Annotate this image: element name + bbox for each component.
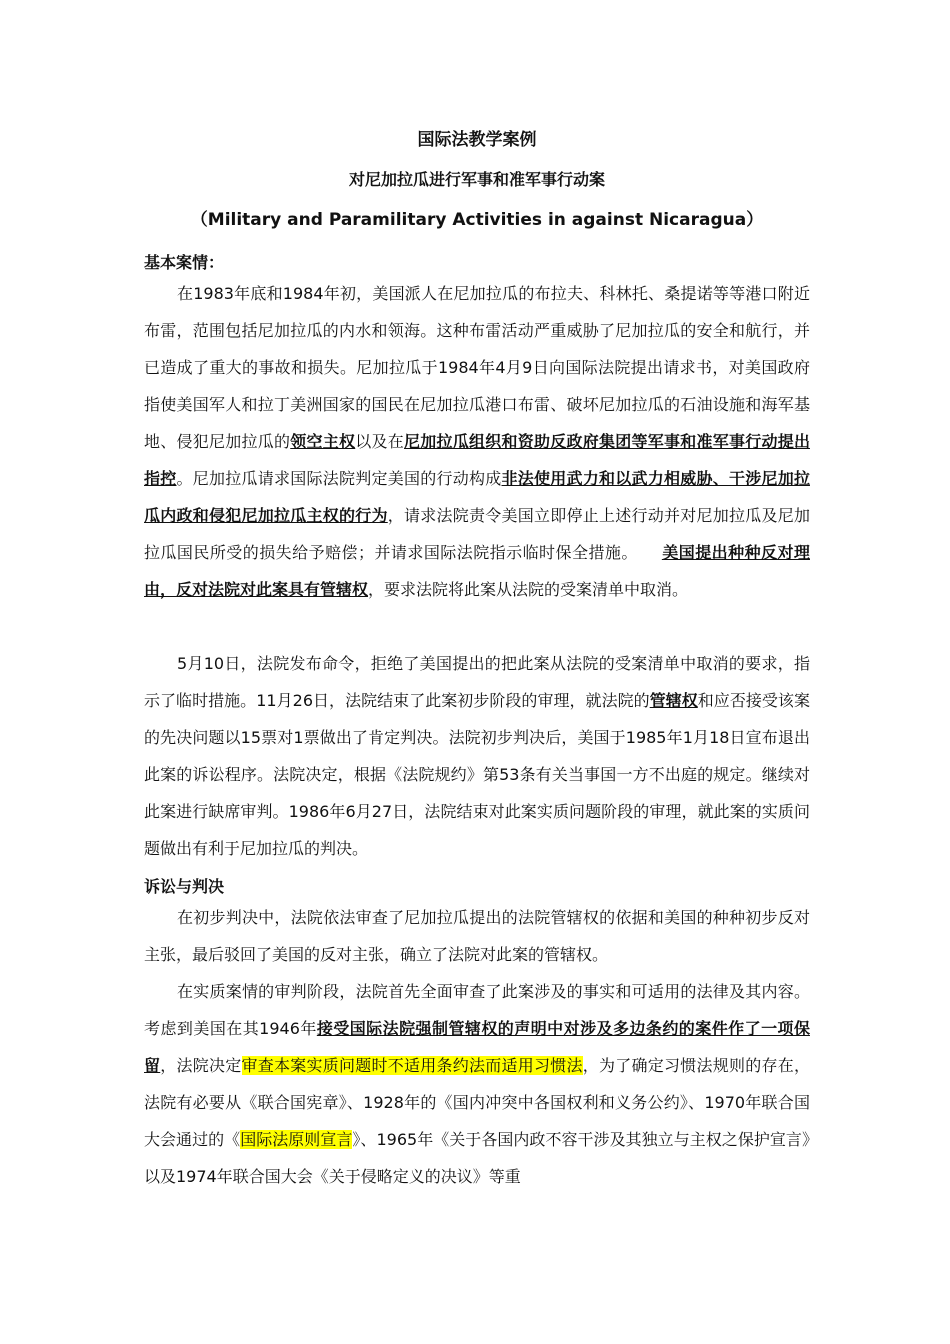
document-title: 国际法教学案例 [417,130,537,150]
underlined-text: 美国提出种种反对理由，反对法院对此案具有管辖权 [144,543,810,599]
paragraph-merits-stage [144,973,810,1195]
case-english-title: （Military and Paramilitary Activities in against Nicaragua） [190,210,764,230]
text-run: 以及在 [355,432,404,451]
text-run: 和应否接受该案的先决问题以15票对1票做出了肯定判决。法院初步判决后，美国于1985年1月18日宣布退出此案的诉讼程序。法院决定，根据《法院规约》第53条有关当事国一方不出庭的规定。继续对此案进行缺席审判。1986年6月27日，法院结束对此案实质问题阶段的审理，就此案的实质问题做出有利于尼加拉瓜的判决。 [144,691,810,858]
text-run: ，法院决定 [160,1056,242,1075]
underlined-text: 领空主权 [290,432,356,451]
text-run: ，为了确定习惯法规则的存在，法院有必要从《联合国宪章》、1928年的《国内冲突中各国权利和义务公约》、1970年联合国大会通过的《 [144,1056,810,1149]
text-run: ，请求法院责令美国立即停止上述行动并对尼加拉瓜及尼加拉瓜国民所受的损失给予赔偿；并请求国际法院指示临时保全措施。 [144,506,810,562]
text-run: 5月10日，法院发布命令，拒绝了美国提出的把此案从法院的受案清单中取消的要求，指示了临时措施。11月26日，法院结束了此案初步阶段的审理，就法院的 [144,654,810,710]
paragraph-preliminary-judgment: 在初步判决中，法院依法审查了尼加拉瓜提出的法院管辖权的依据和美国的种种初步反对主张，最后驳回了美国的反对主张，确立了法院对此案的管辖权。 [144,908,810,964]
underlined-text: 非法使用武力和以武力相威胁、干涉尼加拉瓜内政和侵犯尼加拉瓜主权的行为 [144,469,810,525]
highlighted-text: 审查本案实质问题时不适用条约法而适用习惯法 [241,1056,583,1075]
text-run: 在1983年底和1984年初，美国派人在尼加拉瓜的布拉夫、科林托、桑提诺等等港口附近布雷，范围包括尼加拉瓜的内水和领海。这种布雷活动严重威胁了尼加拉瓜的安全和航行，并已造成了重大的事故和损失。尼加拉瓜于1984年4月9日向国际法院提出请求书，对美国政府指使美国军人和拉丁美洲国家的国民在尼加拉瓜港口布雷、破坏尼加拉瓜的石油设施和海军基地、侵犯尼加拉瓜的 [144,284,810,451]
underlined-text: 接受国际法院强制管辖权的声明中对涉及多边条约的案件作了一项保留 [144,1019,810,1075]
text-run: 在实质案情的审判阶段，法院首先全面审查了此案涉及的事实和可适用的法律及其内容。考虑到美国在其1946年 [144,982,810,1038]
section-heading-basic-facts: 基本案情： [144,253,225,272]
highlighted-text: 国际法原则宣言 [240,1130,353,1149]
section-heading-litigation: 诉讼与判决 [144,877,225,896]
text-run: 。尼加拉瓜请求国际法院判定美国的行动构成 [176,469,502,488]
paragraph-basic-facts [144,275,810,608]
case-title: 对尼加拉瓜进行军事和准军事行动案 [348,170,605,189]
text-run: 》、1965年《关于各国内政不容干涉及其独立与主权之保护宣言》以及1974年联合国大会《关于侵略定义的决议》等重 [144,1130,810,1186]
paragraph-court-order [144,645,810,867]
underlined-text: 尼加拉瓜组织和资助反政府集团等军事和准军事行动提出指控 [144,432,810,488]
text-run: ，要求法院将此案从法院的受案清单中取消。 [368,580,689,599]
underlined-text: 管辖权 [649,691,698,710]
